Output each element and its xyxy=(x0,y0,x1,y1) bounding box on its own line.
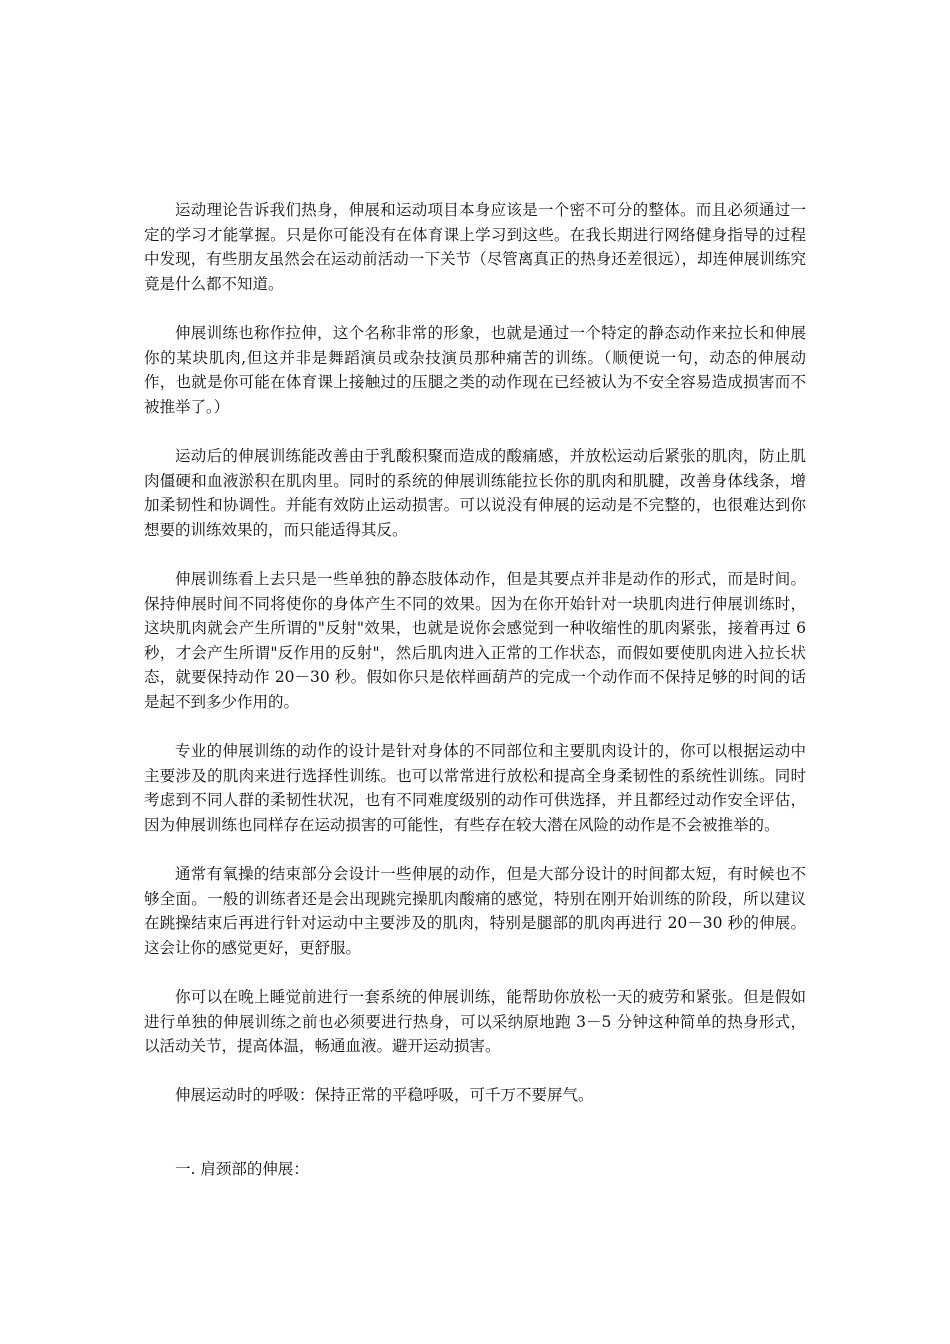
paragraph-stretching-definition: 伸展训练也称作拉伸，这个名称非常的形象，也就是通过一个特定的静态动作来拉长和伸展你的某块肌肉,但这并非是舞蹈演员或杂技演员那种痛苦的训练。（顺便说一句，动态的伸展动作，也就是你可能在体育课上接触过的压腿之类的动作现在已经被认为不安全容易造成损害而不被推举了。） xyxy=(144,323,806,416)
paragraph-breathing: 伸展运动时的呼吸：保持正常的平稳呼吸，可千万不要屏气。 xyxy=(175,1086,594,1105)
paragraph-aerobics: 通常有氧操的结束部分会设计一些伸展的动作，但是大部分设计的时间都太短，有时候也不够全面。一般的训练者还是会出现跳完操肌肉酸痛的感觉，特别在刚开始训练的阶段，所以建议在跳操结束后再进行针对运动中主要涉及的肌肉，特别是腿部的肌肉再进行 20－30 秒的伸展。这会让你的感觉更好，更舒服。 xyxy=(144,865,806,957)
paragraph-professional-design: 专业的伸展训练的动作的设计是针对身体的不同部位和主要肌肉设计的，你可以根据运动中主要涉及的肌肉来进行选择性训练。也可以常常进行放松和提高全身柔韧性的系统性训练。同时考虑到不同人群的柔韧性状况，也有不同难度级别的动作可供选择，并且都经过动作安全评估，因为伸展训练也同样存在运动损害的可能性，有些存在较大潜在风险的动作是不会被推举的。 xyxy=(144,742,806,834)
section-heading-shoulder-neck: 一. 肩颈部的伸展： xyxy=(175,1159,309,1178)
document-body xyxy=(144,198,806,1182)
paragraph-timing: 伸展训练看上去只是一些单独的静态肢体动作，但是其要点并非是动作的形式，而是时间。保持伸展时间不同将使你的身体产生不同的效果。因为在你开始针对一块肌肉进行伸展训练时，这块肌肉就会产生所谓的"反射"效果，也就是说你会感觉到一种收缩性的肌肉紧张，接着再过 6 秒，才会产生所谓"反作用的反射"，然后肌肉进入正常的工作状态，而假如要使肌肉进入拉长状态，就要保持动作 20－30 秒。假如你只是依样画葫芦的完成一个动作而不保持足够的时间的话是起不到多少作用的。 xyxy=(144,569,806,711)
paragraph-bedtime-routine: 你可以在晚上睡觉前进行一套系统的伸展训练，能帮助你放松一天的疲劳和紧张。但是假如进行单独的伸展训练之前也必须要进行热身，可以采纳原地跑 3－5 分钟这种简单的热身形式，以活动关节，提高体温，畅通血液。避开运动损害。 xyxy=(144,988,806,1056)
paragraph-post-exercise-benefits: 运动后的伸展训练能改善由于乳酸积聚而造成的酸痛感，并放松运动后紧张的肌肉，防止肌肉僵硬和血液淤积在肌肉里。同时的系统的伸展训练能拉长你的肌肉和肌腱，改善身体线条，增加柔韧性和协调性。并能有效防止运动损害。可以说没有伸展的运动是不完整的，也很难达到你想要的训练效果的，而只能适得其反。 xyxy=(144,446,806,539)
paragraph-warmup-theory: 运动理论告诉我们热身，伸展和运动项目本身应该是一个密不可分的整体。而且必须通过一定的学习才能掌握。只是你可能没有在体育课上学习到这些。在我长期进行网络健身指导的过程中发现，有些朋友虽然会在运动前活动一下关节（尽管离真正的热身还差很远），却连伸展训练究竟是什么都不知道。 xyxy=(144,201,806,293)
